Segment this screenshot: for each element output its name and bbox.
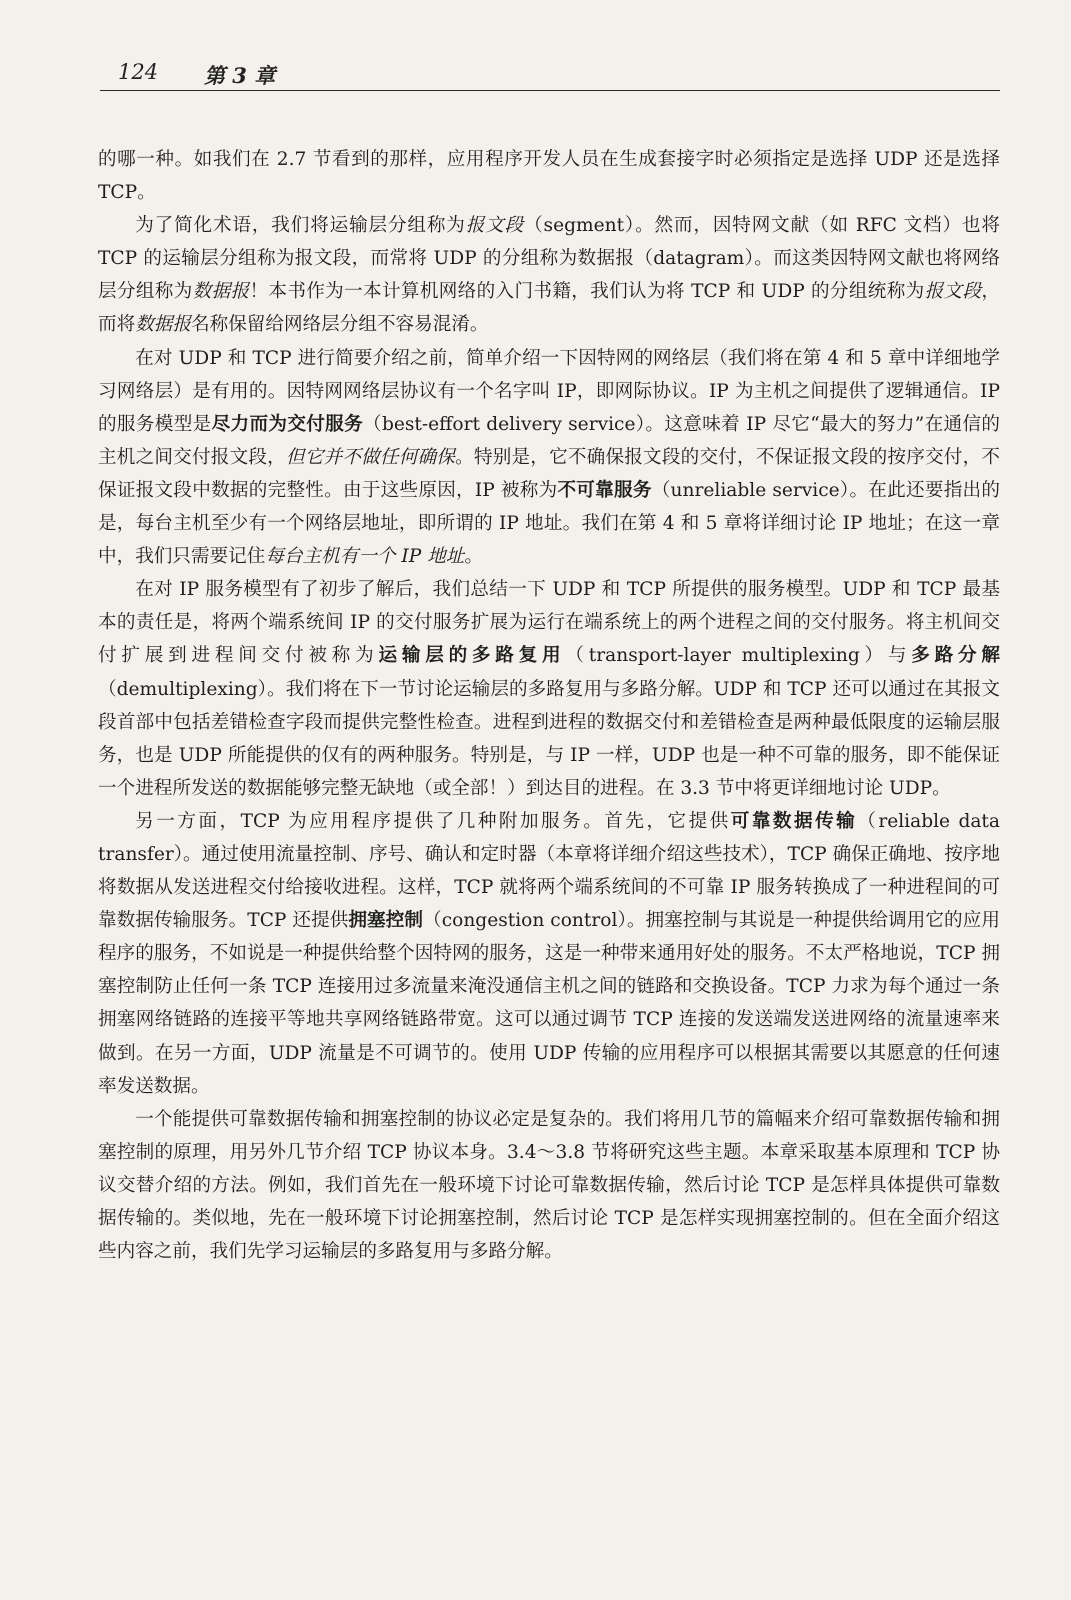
body-text: [98, 143, 1000, 1268]
text-run: 在对 IP 服务模型有了初步了解后，我们总结一下 UDP 和 TCP 所提供的服务模型。UDP 和 TCP 最基本的责任是，将两个端系统间 IP 的交付服务扩展为运行在端系统上的两个进程之间的交付服务。将主机间交付扩展到进程间交付被称为: [98, 579, 1000, 667]
text-run: （unreliable service）。在此还要指出的是，每台主机至少有一个网络层地址，即所谓的 IP 地址。我们在第 4 和 5 章将详细讨论 IP 地址；在这一章中，我们只需要记住: [98, 479, 1000, 568]
text-run: （demultiplexing）。我们将在下一节讨论运输层的多路复用与多路分解。UDP 和 TCP 还可以通过在其报文段首部中包括差错检查字段而提供完整性检查。进程到进程的数据交付和差错检查是两种最低限度的运输层服务，也是 UDP 所能提供的仅有的两种服务。特别是，与 IP 一样，UDP 也是一种不可靠的服务，即不能保证一个进程所发送的数据能够完整无缺地（或全部！）到达目的进程。在 3.3 节中将更详细地讨论 UDP。: [98, 678, 1000, 799]
key-term: 尽力而为交付服务: [211, 413, 364, 435]
text-run: 另一方面，TCP 为应用程序提供了几种附加服务。首先，它提供: [135, 810, 731, 832]
emphasized-term: 数据报: [192, 281, 250, 303]
key-term: 运输层的多路复用: [378, 645, 566, 667]
key-term: 拥塞控制: [348, 910, 424, 932]
chapter-label: 第 3 章: [204, 63, 276, 88]
emphasized-term: 报文段: [924, 281, 982, 303]
emphasized-term: 数据报: [135, 314, 191, 336]
text-run: （congestion control）。拥塞控制与其说是一种提供给调用它的应用程序的服务，不如说是一种提供给整个因特网的服务，这是一种带来通用好处的服务。不太严格地说，TCP 拥塞控制防止任何一条 TCP 连接用过多流量来淹没通信主机之间的链路和交换设备。TCP 力求为每个通过一条拥塞网络链路的连接平等地共享网络链路带宽。这可以通过调节 TCP 连接的发送端发送进网络的流量速率来做到。在另一方面，UDP 流量是不可调节的。使用 UDP 传输的应用程序可以根据其需要以其愿意的任何速率发送数据。: [98, 910, 1000, 1097]
emphasized-term: 报文段: [465, 215, 525, 237]
text-run: 为了简化术语，我们将运输层分组称为: [135, 215, 466, 237]
text-run: （reliable data transfer）。通过使用流量控制、序号、确认和定时器（本章将详细介绍这些技术），TCP 确保正确地、按序地将数据从发送进程交付给接收进程。这样，TCP 就将两个端系统间的不可靠 IP 服务转换成了一种进程间的可靠数据传输服务。TCP 还提供: [98, 810, 1000, 932]
text-run: 在对 UDP 和 TCP 进行简要介绍之前，简单介绍一下因特网的网络层（我们将在第 4 和 5 章中详细地学习网络层）是有用的。因特网网络层协议有一个名字叫 IP，即网际协议。IP 为主机之间提供了逻辑通信。IP 的服务模型是: [98, 347, 1000, 435]
paragraph: [98, 1103, 1000, 1268]
emphasized-term: 但它并不做任何确保: [285, 446, 456, 468]
text-run: ！本书作为一本计算机网络的入门书籍，我们认为将 TCP 和 UDP 的分组统称为: [249, 281, 925, 303]
text-run: 的哪一种。如我们在 2.7 节看到的那样，应用程序开发人员在生成套接字时必须指定是选择 UDP 还是选择 TCP。: [98, 149, 1000, 204]
key-term: 可靠数据传输: [730, 810, 858, 832]
text-run: 。: [464, 546, 483, 568]
paragraph: [98, 805, 1000, 1103]
text-run: （transport-layer multiplexing）与: [565, 645, 912, 667]
paragraph: [98, 342, 1000, 574]
paragraph: [98, 573, 1000, 805]
running-head: [100, 50, 1000, 91]
text-run: 。特别是，它不确保报文段的交付，不保证报文段的按序交付，不保证报文段中数据的完整性。由于这些原因，IP 被称为: [98, 446, 1000, 501]
text-run: 一个能提供可靠数据传输和拥塞控制的协议必定是复杂的。我们将用几节的篇幅来介绍可靠数据传输和拥塞控制的原理，用另外几节介绍 TCP 协议本身。3.4～3.8 节将研究这些主题。本章采取基本原理和 TCP 协议交替介绍的方法。例如，我们首先在一般环境下讨论可靠数据传输，然后讨论 TCP 是怎样具体提供可靠数据传输的。类似地，先在一般环境下讨论拥塞控制，然后讨论 TCP 是怎样实现拥塞控制的。但在全面介绍这些内容之前，我们先学习运输层的多路复用与多路分解。: [98, 1108, 1000, 1263]
key-term: 多路分解: [911, 645, 1000, 667]
emphasized-term: 每台主机有一个 IP 地址: [265, 546, 465, 568]
paragraph: [98, 209, 1000, 341]
text-run: （segment）。然而，因特网文献（如 RFC 文档）也将 TCP 的运输层分组称为报文段，而常将 UDP 的分组称为数据报（datagram）。而这类因特网文献也将网络层分组称为: [98, 215, 1000, 303]
text-run: ，而将: [98, 281, 1000, 336]
paragraph: [98, 143, 1000, 209]
page-number: 124: [118, 60, 159, 84]
text-run: 名称保留给网络层分组不容易混淆。: [191, 314, 489, 336]
key-term: 不可靠服务: [557, 479, 652, 501]
text-run: （best-effort delivery service）。这意味着 IP 尽它“最大的努力”在通信的主机之间交付报文段，: [98, 413, 1000, 468]
